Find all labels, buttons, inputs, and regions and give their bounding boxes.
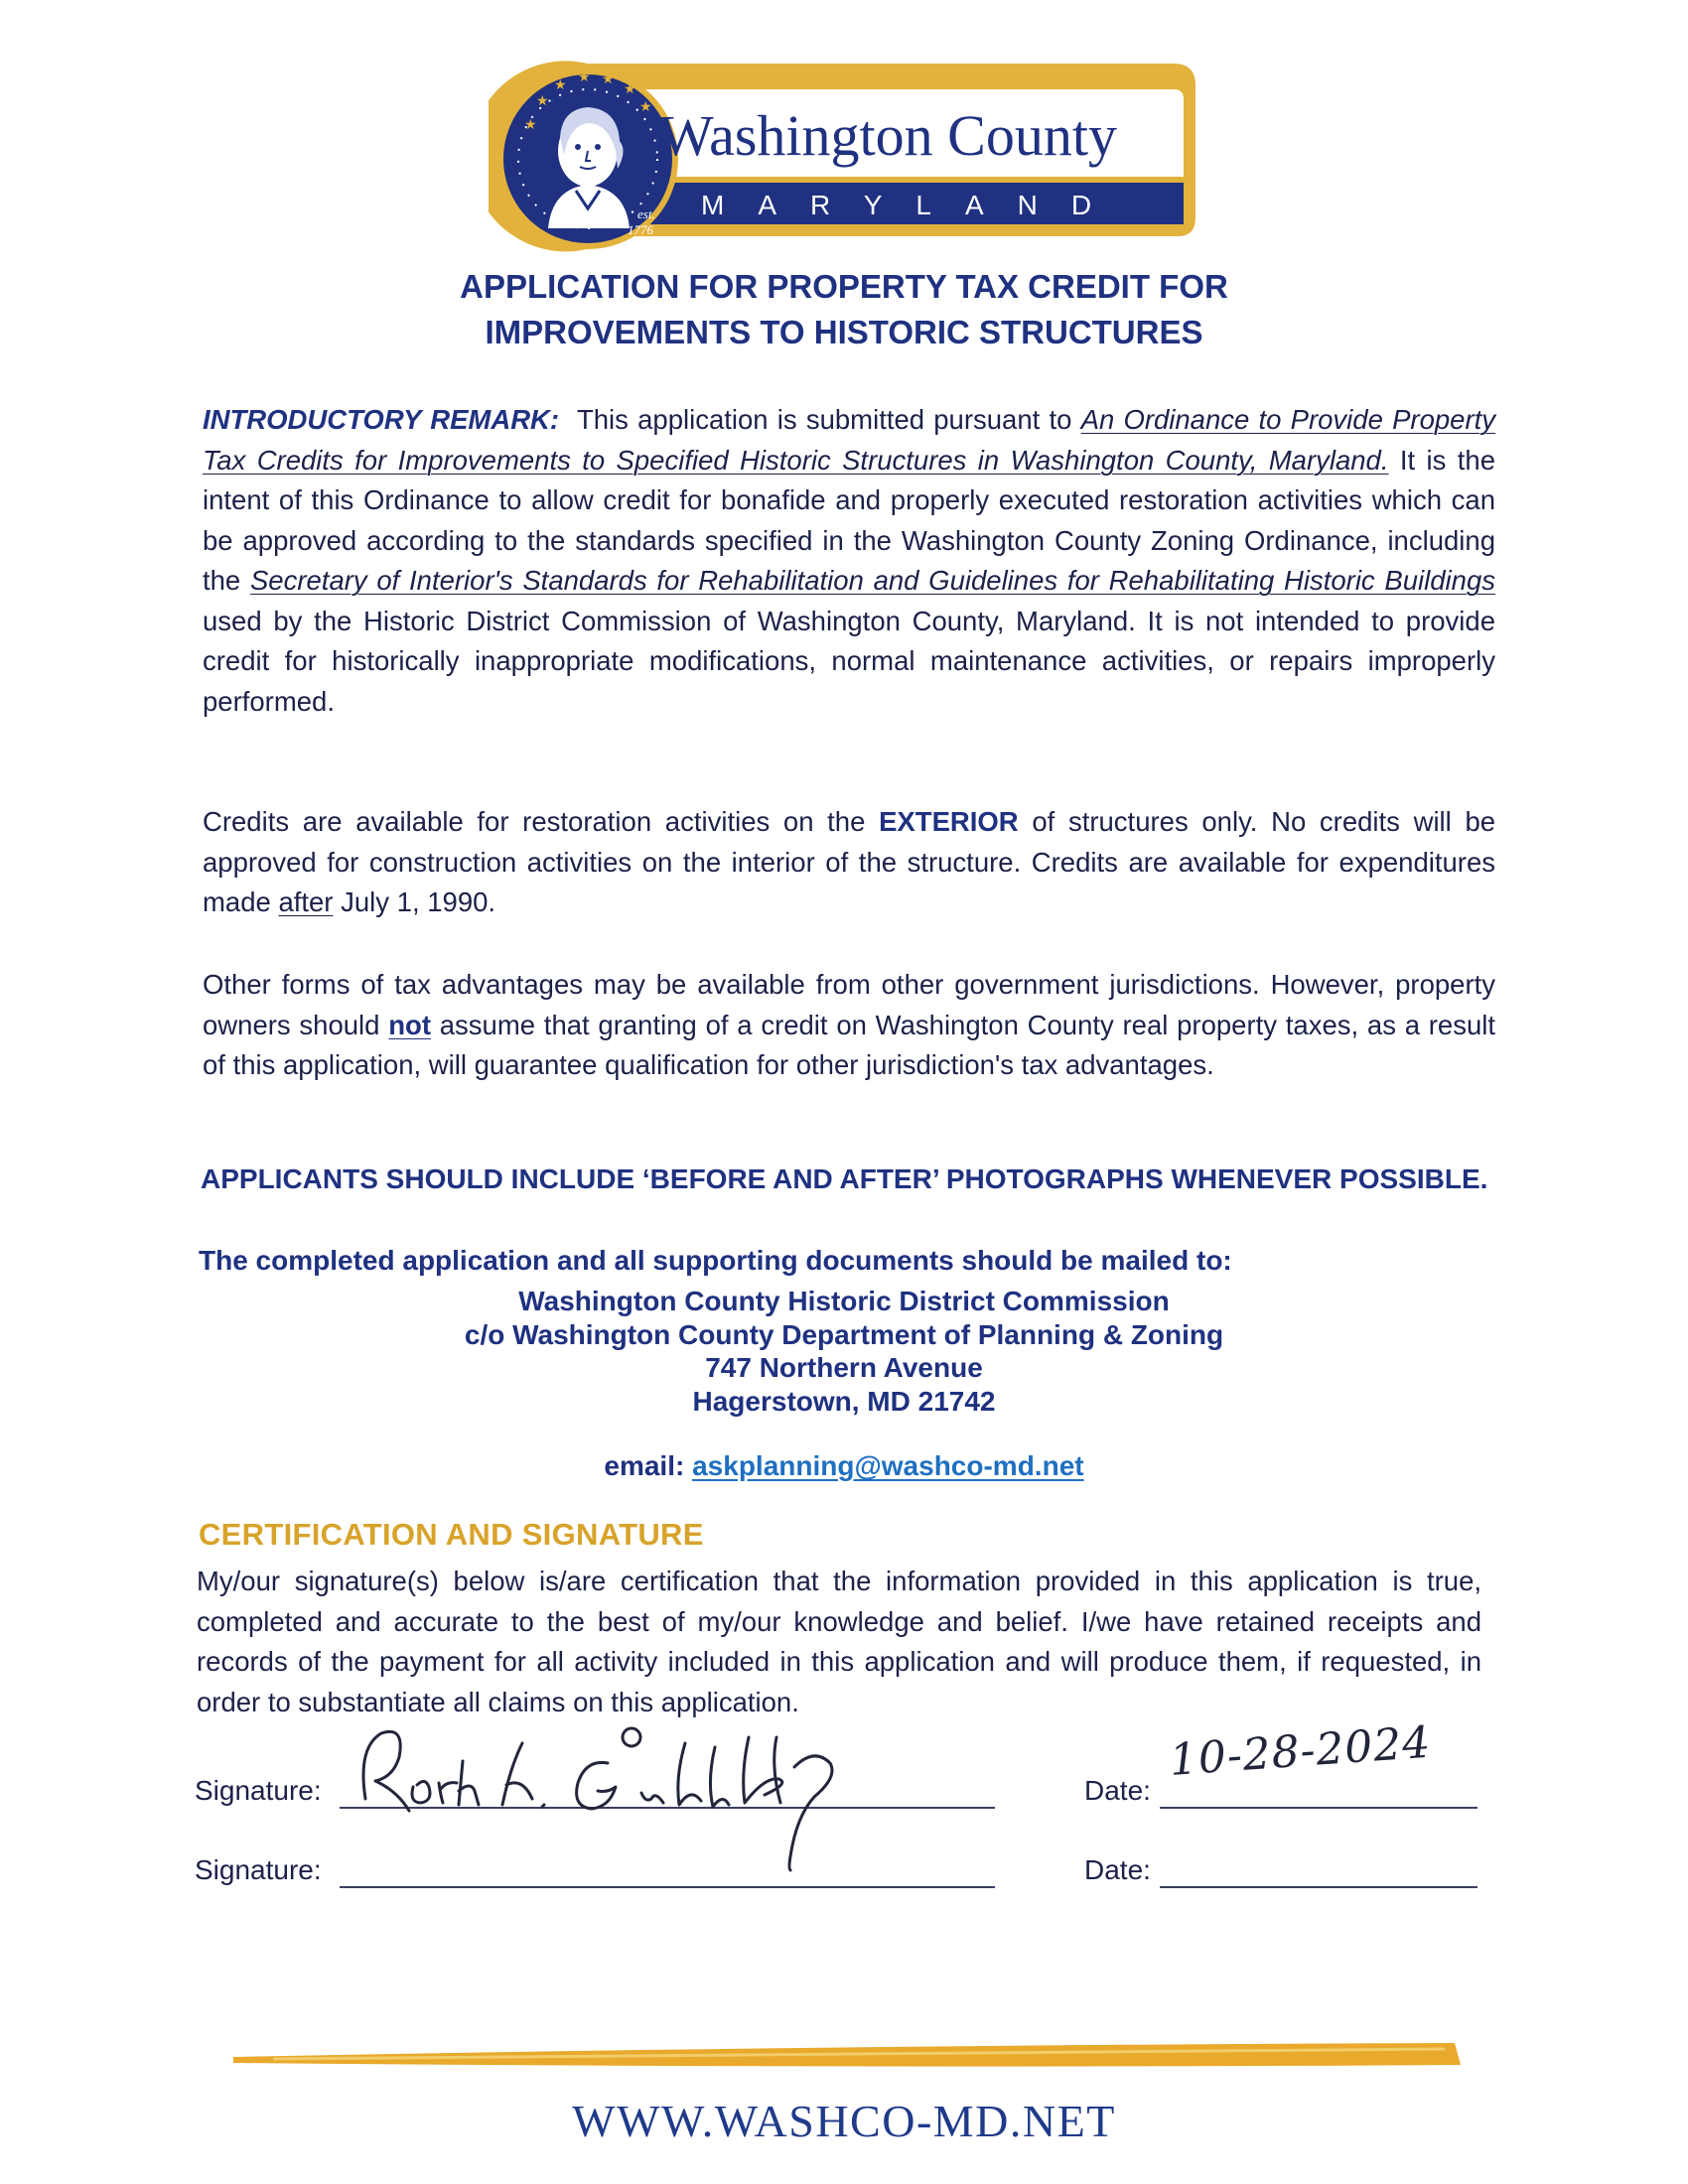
- intro-text-1: This application is submitted pursuant to: [576, 404, 1072, 435]
- signature-label-2: Signature:: [195, 1854, 322, 1885]
- svg-text:★: ★: [554, 76, 567, 92]
- svg-text:MARYLAND: MARYLAND: [701, 190, 1126, 220]
- mailing-address: [0, 1285, 1688, 1418]
- signature-field-2[interactable]: [340, 1886, 995, 1888]
- credits-paragraph: [203, 802, 1495, 923]
- date-label-1: Date:: [1084, 1775, 1151, 1806]
- title-line-2: IMPROVEMENTS TO HISTORIC STRUCTURES: [485, 314, 1203, 350]
- svg-text:★: ★: [578, 68, 591, 84]
- address-line: 747 Northern Avenue: [705, 1352, 983, 1383]
- after-emphasis: after: [278, 887, 334, 917]
- date-field-1[interactable]: [1160, 1807, 1477, 1809]
- credits-text-2: of structures only. No credits will be approved for construction activities on the interior of the structure. Credits are available for expenditures made: [203, 806, 1496, 917]
- email-line: [0, 1450, 1688, 1482]
- tax-advantages-paragraph: [203, 965, 1495, 1086]
- certification-text: My/our signature(s) below is/are certification that the information provided in this application is true, completed and accurate to the best of my/our knowledge and belief. I/we have retained receipts and records of the payment for all activity included in this application and will produce them, if requested, in order to substantiate all claims on this application.: [197, 1566, 1481, 1717]
- intro-lead: INTRODUCTORY REMARK:: [203, 404, 560, 435]
- address-line: c/o Washington County Department of Planning & Zoning: [464, 1318, 1224, 1350]
- standards-title: Secretary of Interior's Standards for Rehabilitation and Guidelines for Rehabilitating Historic Buildings: [249, 565, 1496, 596]
- date-label-2: Date:: [1084, 1854, 1151, 1885]
- county-logo: [489, 60, 1197, 258]
- certification-heading: CERTIFICATION AND SIGNATURE: [199, 1517, 704, 1552]
- svg-text:★: ★: [524, 116, 537, 132]
- other-forms-text-1: Other forms of tax advantages may be available from other government jurisdictions. However, property owners should: [203, 969, 1495, 1040]
- email-link[interactable]: askplanning@washco-md.net: [692, 1450, 1084, 1481]
- address-line: Hagerstown, MD 21742: [692, 1385, 996, 1417]
- svg-text:★: ★: [536, 92, 549, 108]
- svg-text:★: ★: [602, 70, 615, 86]
- handwritten-date: 10-28-2024: [1168, 1716, 1433, 1786]
- svg-text:1776: 1776: [628, 222, 653, 237]
- page-title: [0, 264, 1688, 355]
- other-forms-text-2: assume that granting of a credit on Washington County real property taxes, as a result of this application, will guarantee qualification for other jurisdiction's tax advantages.: [203, 1009, 1496, 1080]
- email-label: email:: [604, 1450, 685, 1481]
- title-line-1: APPLICATION FOR PROPERTY TAX CREDIT FOR: [460, 268, 1228, 305]
- not-emphasis: not: [388, 1009, 431, 1040]
- signature-label-1: Signature:: [195, 1775, 322, 1806]
- credits-text-1: Credits are available for restoration activities on the: [203, 806, 866, 837]
- exterior-emphasis: EXTERIOR: [879, 806, 1019, 837]
- svg-text:★: ★: [624, 80, 636, 96]
- svg-text:Washington County: Washington County: [659, 103, 1117, 168]
- mailing-instructions: The completed application and all supporting documents should be mailed to:: [199, 1245, 1232, 1276]
- address-line: Washington County Historic District Commission: [518, 1286, 1170, 1316]
- intro-text-2: It is the intent of this Ordinance to allow credit for bonafide and properly executed restoration activities which can be approved according to the standards specified in the Washington County Zoning Ordinance, including the: [203, 444, 1495, 596]
- footer-url[interactable]: WWW.WASHCO-MD.NET: [572, 2096, 1116, 2146]
- credits-text-3: July 1, 1990.: [341, 887, 496, 917]
- svg-text:est.: est.: [637, 206, 655, 221]
- gold-swoosh-divider: [233, 2035, 1465, 2075]
- intro-text-3: used by the Historic District Commission of Washington County, Maryland. It is not intended to provide credit for historically inappropriate modifications, normal maintenance activities, or repairs improperly performed.: [203, 605, 1495, 717]
- photos-note: APPLICANTS SHOULD INCLUDE ‘BEFORE AND AFTER’ PHOTOGRAPHS WHENEVER POSSIBLE.: [201, 1163, 1488, 1194]
- handwritten-signature: [348, 1707, 864, 1876]
- intro-paragraph: [203, 400, 1495, 722]
- date-field-2[interactable]: [1160, 1886, 1477, 1888]
- ordinance-title: An Ordinance to Provide Property Tax Credits for Improvements to Specified Historic Structures in Washington County, Maryland.: [203, 404, 1496, 476]
- svg-text:★: ★: [639, 98, 652, 114]
